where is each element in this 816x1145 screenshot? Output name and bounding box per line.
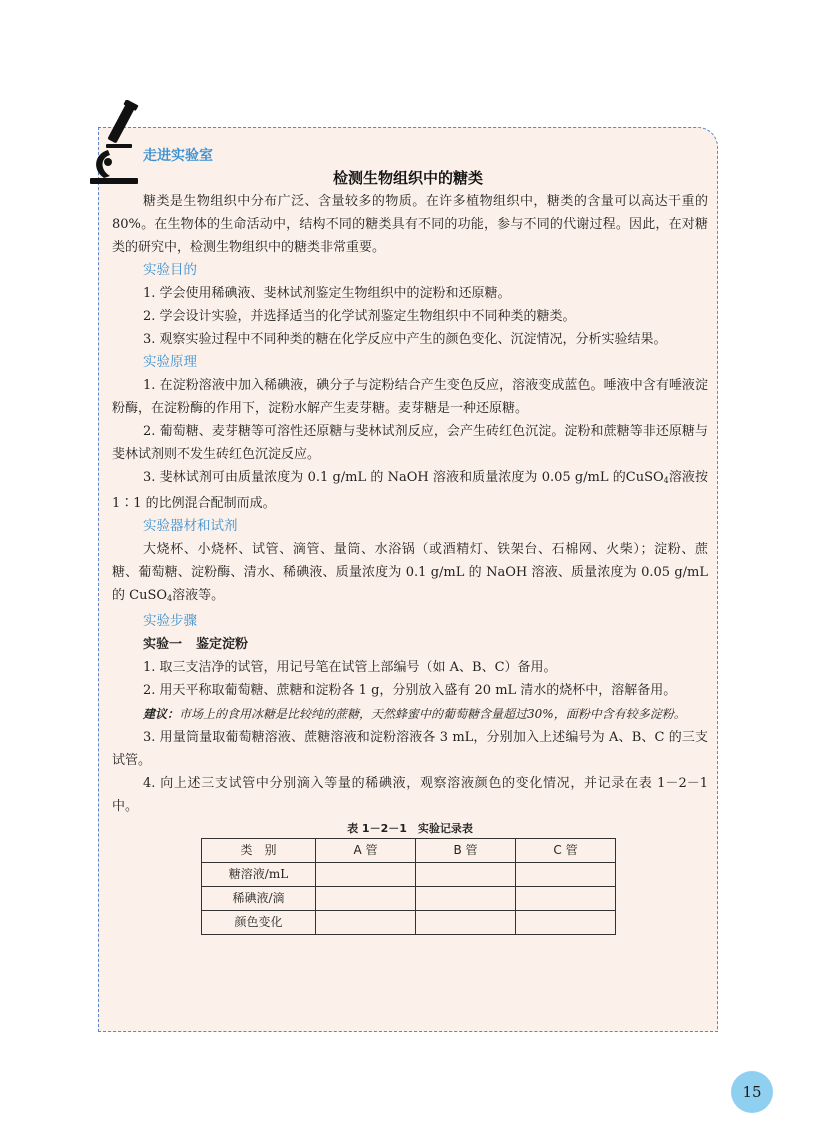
- row-label: 糖溶液/mL: [202, 863, 316, 887]
- content-body: [112, 190, 708, 935]
- purpose-item: 1. 学会使用稀碘液、斐林试剂鉴定生物组织中的淀粉和还原糖。: [143, 286, 511, 301]
- principle-item: 2. 葡萄糖、麦芽糖等可溶性还原糖与斐林试剂反应，会产生砖红色沉淀。淀粉和蔗糖等非还原糖与斐林试剂则不发生砖红色沉淀反应。: [112, 424, 708, 462]
- principle-heading: 实验原理: [143, 354, 197, 370]
- table-row: [202, 887, 616, 911]
- record-table: [201, 838, 616, 935]
- table-row: [202, 911, 616, 935]
- table-cell: [416, 887, 516, 911]
- purpose-item: 3. 观察实验过程中不同种类的糖在化学反应中产生的颜色变化、沉淀情况，分析实验结果。: [143, 332, 667, 347]
- tip-label: 建议：: [143, 707, 180, 721]
- step-item: 1. 取三支洁净的试管，用记号笔在试管上部编号（如 A、B、C）备用。: [143, 660, 557, 675]
- step-item: 3. 用量筒量取葡萄糖溶液、蔗糖溶液和淀粉溶液各 3 mL，分别加入上述编号为 A、B、C 的三支试管。: [112, 730, 708, 768]
- row-label: 颜色变化: [202, 911, 316, 935]
- table-header-cell: A 管: [316, 839, 416, 863]
- step-item: 2. 用天平称取葡萄糖、蔗糖和淀粉各 1 g，分别放入盛有 20 mL 清水的烧杯中，溶解备用。: [143, 683, 677, 698]
- table-header-cell: C 管: [516, 839, 616, 863]
- step-item: 4. 向上述三支试管中分别滴入等量的稀碘液，观察溶液颜色的变化情况，并记录在表 1－2－1 中。: [112, 776, 708, 814]
- experiment-heading: [112, 633, 708, 656]
- purpose-heading: 实验目的: [143, 262, 197, 278]
- materials-text: 溶液等。: [172, 588, 225, 603]
- table-cell: [516, 911, 616, 935]
- table-cell: [316, 863, 416, 887]
- formula-text: CuSO: [625, 470, 664, 485]
- formula-subscript: 4: [167, 594, 173, 603]
- table-cell: [516, 863, 616, 887]
- section-label: 走进实验室: [143, 148, 213, 164]
- principle-item-text: 3. 斐林试剂可由质量浓度为 0.1 g/mL 的 NaOH 溶液和质量浓度为 0.05 g/mL 的: [143, 470, 626, 485]
- experiment-label: 实验一: [143, 637, 183, 652]
- principle-item-text: 溶液按 1∶1 的比例混合配制而成。: [112, 470, 708, 511]
- principle-item: 1. 在淀粉溶液中加入稀碘液，碘分子与淀粉结合产生变色反应，溶液变成蓝色。唾液中含有唾液淀粉酶，在淀粉酶的作用下，淀粉水解产生麦芽糖。麦芽糖是一种还原糖。: [112, 378, 708, 416]
- table-row: [202, 863, 616, 887]
- page-number: 15: [731, 1071, 773, 1113]
- table-cell: [316, 911, 416, 935]
- materials-heading: 实验器材和试剂: [143, 518, 238, 534]
- steps-heading: 实验步骤: [143, 613, 197, 629]
- table-cell: [416, 911, 516, 935]
- formula-text: CuSO: [129, 588, 168, 603]
- materials-paragraph: [112, 538, 708, 610]
- formula-subscript: 4: [663, 476, 669, 485]
- table-header-cell: 类 别: [202, 839, 316, 863]
- purpose-item: 2. 学会设计实验，并选择适当的化学试剂鉴定生物组织中不同种类的糖类。: [143, 309, 576, 324]
- experiment-title: 鉴定淀粉: [196, 637, 249, 652]
- tip-note: [112, 702, 708, 726]
- table-cell: [516, 887, 616, 911]
- table-cell: [416, 863, 516, 887]
- table-header-row: [202, 839, 616, 863]
- row-label: 稀碘液/滴: [202, 887, 316, 911]
- page-title: 检测生物组织中的糖类: [332, 169, 483, 187]
- tip-text: 市场上的食用冰糖是比较纯的蔗糖，天然蜂蜜中的葡萄糖含量超过30%，面粉中含有较多淀粉。: [179, 707, 686, 721]
- materials-text: 大烧杯、小烧杯、试管、滴管、量筒、水浴锅（或酒精灯、铁架台、石棉网、火柴）；淀粉、蔗糖、葡萄糖、淀粉酶、清水、稀碘液、质量浓度为 0.1 g/mL 的 NaOH 溶液、质量浓度为 0.05 g/mL 的: [112, 542, 708, 603]
- table-caption: 表 1－2－1 实验记录表: [347, 822, 473, 835]
- table-cell: [316, 887, 416, 911]
- principle-item: [112, 466, 708, 515]
- table-header-cell: B 管: [416, 839, 516, 863]
- intro-paragraph: 糖类是生物组织中分布广泛、含量较多的物质。在许多植物组织中，糖类的含量可以高达干重的80%。在生物体的生命活动中，结构不同的糖类具有不同的功能，参与不同的代谢过程。因此，在对糖类的研究中，检测生物组织中的糖类非常重要。: [112, 194, 708, 255]
